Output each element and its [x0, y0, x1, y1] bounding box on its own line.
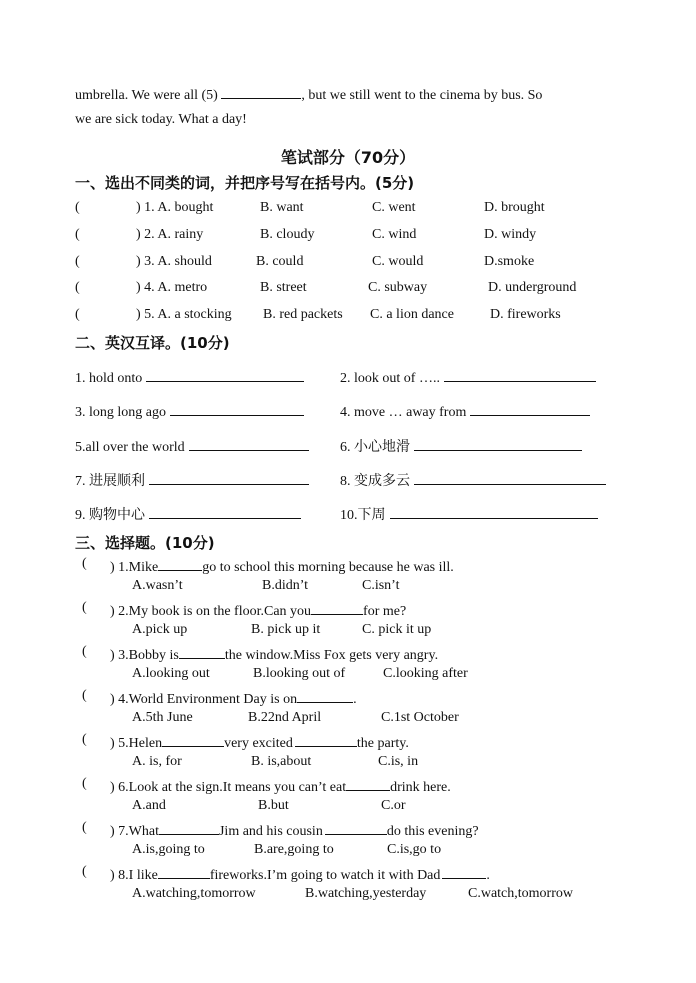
- choice-option: A.5th June: [132, 710, 193, 725]
- question-part: ) 6.Look at the sign.It means you can’t eat: [110, 780, 347, 795]
- translation-item: [75, 470, 309, 490]
- answer-blank[interactable]: [146, 367, 304, 382]
- question-text: [110, 688, 357, 708]
- question-part: ) 3.Bobby is: [110, 648, 179, 663]
- choice-option: A.pick up: [132, 622, 188, 637]
- question-text: [110, 556, 454, 576]
- question-part: ) 8.I like: [110, 868, 158, 883]
- answer-paren[interactable]: (: [75, 254, 80, 269]
- answer-paren[interactable]: (: [75, 200, 80, 215]
- choice-option: B.looking out of: [253, 666, 346, 681]
- translation-item: [340, 470, 606, 490]
- option-b: B. want: [260, 200, 304, 215]
- answer-paren[interactable]: (: [82, 776, 87, 791]
- choice-option: B. is,about: [251, 754, 312, 769]
- option-a: ) 4. A. metro: [136, 280, 208, 295]
- option-a: ) 1. A. bought: [136, 200, 214, 215]
- option-d: D. underground: [488, 280, 577, 295]
- question-part: do this evening?: [386, 824, 479, 839]
- option-c: C. would: [372, 254, 424, 269]
- translation-prompt: 7. 进展顺利: [75, 474, 145, 489]
- choice-option: C. pick it up: [362, 622, 432, 637]
- answer-blank[interactable]: [221, 84, 301, 99]
- choice-option: A.is,going to: [132, 842, 205, 857]
- translation-item: [340, 504, 598, 524]
- written-part-title: 笔试部分（70分）: [280, 148, 416, 167]
- intro-text: , but we still went to the cinema by bus. So: [301, 88, 543, 103]
- choice-option: C.is, in: [378, 754, 419, 769]
- answer-blank[interactable]: [179, 644, 225, 659]
- answer-blank[interactable]: [189, 436, 309, 451]
- question-part: .: [353, 692, 357, 707]
- translation-prompt: 9. 购物中心: [75, 508, 145, 523]
- translation-item: [340, 367, 596, 387]
- question-part: Jim and his cousin: [218, 824, 323, 839]
- choice-option: A.looking out: [132, 666, 210, 681]
- answer-blank[interactable]: [390, 504, 598, 519]
- answer-paren[interactable]: (: [75, 227, 80, 242]
- option-b: B. red packets: [263, 307, 343, 322]
- intro-text: umbrella. We were all (5): [75, 88, 218, 103]
- question-text: [110, 644, 438, 664]
- option-b: B. street: [260, 280, 307, 295]
- answer-blank[interactable]: [311, 600, 363, 615]
- answer-blank[interactable]: [149, 504, 301, 519]
- choice-option: B.didn’t: [262, 578, 309, 593]
- translation-item: [75, 367, 304, 387]
- answer-blank[interactable]: [346, 776, 390, 791]
- translation-item: [75, 401, 304, 421]
- option-b: B. could: [256, 254, 304, 269]
- translation-prompt: 4. move … away from: [340, 405, 467, 420]
- answer-blank[interactable]: [470, 401, 590, 416]
- answer-paren[interactable]: (: [75, 307, 80, 322]
- choice-option: A.and: [132, 798, 166, 813]
- translation-prompt: 5.all over the world: [75, 440, 185, 455]
- intro-line-1: [75, 84, 542, 105]
- option-a: ) 5. A. a stocking: [136, 307, 232, 322]
- answer-paren[interactable]: (: [82, 600, 87, 615]
- choice-option: C.looking after: [383, 666, 468, 681]
- answer-blank[interactable]: [162, 732, 224, 747]
- choice-option: B.watching,yesterday: [305, 886, 427, 901]
- choice-option: B.are,going to: [254, 842, 334, 857]
- choice-option: B.22nd April: [248, 710, 322, 725]
- question-part: very excited: [224, 736, 293, 751]
- question-part: the party.: [356, 736, 409, 751]
- option-d: D. windy: [484, 227, 537, 242]
- translation-item: [340, 401, 590, 421]
- question-part: the window.Miss Fox gets very angry.: [224, 648, 439, 663]
- choice-option: C.1st October: [381, 710, 459, 725]
- section1-heading: 一、选出不同类的词，并把序号写在括号内。(5分): [75, 174, 415, 192]
- translation-item: [75, 436, 309, 456]
- question-part: ) 1.Mike: [110, 560, 159, 575]
- option-d: D. brought: [484, 200, 545, 215]
- answer-blank[interactable]: [325, 820, 387, 835]
- choice-option: A.watching,tomorrow: [132, 886, 256, 901]
- choice-option: B.but: [258, 798, 289, 813]
- answer-paren[interactable]: (: [82, 556, 87, 571]
- option-c: C. subway: [368, 280, 428, 295]
- question-part: ) 7.What: [110, 824, 159, 839]
- choice-option: A.wasn’t: [132, 578, 183, 593]
- answer-blank[interactable]: [158, 864, 210, 879]
- choice-option: B. pick up it: [251, 622, 321, 637]
- choice-option: C.or: [381, 798, 406, 813]
- choice-option: C.isn’t: [362, 578, 400, 593]
- answer-blank[interactable]: [297, 688, 353, 703]
- choice-option: C.watch,tomorrow: [468, 886, 573, 901]
- answer-paren[interactable]: (: [75, 280, 80, 295]
- section2-heading: 二、英汉互译。(10分): [75, 334, 230, 352]
- question-part: ) 2.My book is on the floor.Can you: [110, 604, 312, 619]
- option-b: B. cloudy: [260, 227, 315, 242]
- translation-prompt: 1. hold onto: [75, 371, 143, 386]
- answer-blank[interactable]: [442, 864, 486, 879]
- answer-blank[interactable]: [158, 556, 202, 571]
- question-text: [110, 776, 451, 796]
- translation-item: [75, 504, 301, 524]
- answer-paren[interactable]: (: [82, 864, 87, 879]
- question-part: fireworks.I’m going to watch it with Dad: [209, 868, 441, 883]
- question-text: [110, 864, 490, 884]
- option-a: ) 2. A. rainy: [136, 227, 204, 242]
- translation-prompt: 2. look out of …..: [340, 371, 440, 386]
- answer-blank[interactable]: [444, 367, 596, 382]
- question-part: for me?: [363, 604, 407, 619]
- choice-option: A. is, for: [132, 754, 182, 769]
- option-d: D. fireworks: [490, 307, 561, 322]
- answer-paren[interactable]: (: [82, 732, 87, 747]
- question-part: .: [486, 868, 490, 883]
- option-c: C. a lion dance: [370, 307, 454, 322]
- option-d: D.smoke: [484, 254, 535, 269]
- answer-paren[interactable]: (: [82, 688, 87, 703]
- section3-heading: 三、选择题。(10分): [75, 534, 215, 552]
- question-text: [110, 600, 406, 620]
- question-text: [110, 732, 409, 752]
- answer-blank[interactable]: [295, 732, 357, 747]
- question-part: drink here.: [390, 780, 451, 795]
- option-c: C. wind: [372, 227, 417, 242]
- translation-item: [340, 436, 582, 456]
- answer-blank[interactable]: [170, 401, 304, 416]
- option-c: C. went: [372, 200, 416, 215]
- question-text: [110, 820, 479, 840]
- translation-prompt: 6. 小心地滑: [340, 440, 410, 455]
- translation-prompt: 8. 变成多云: [340, 474, 410, 489]
- answer-blank[interactable]: [159, 820, 219, 835]
- answer-blank[interactable]: [414, 470, 606, 485]
- option-a: ) 3. A. should: [136, 254, 212, 269]
- answer-paren[interactable]: (: [82, 644, 87, 659]
- answer-paren[interactable]: (: [82, 820, 87, 835]
- translation-prompt: 3. long long ago: [75, 405, 166, 420]
- question-part: go to school this morning because he was ill.: [202, 560, 454, 575]
- question-part: ) 5.Helen: [110, 736, 163, 751]
- question-part: ) 4.World Environment Day is on: [110, 692, 298, 707]
- translation-prompt: 10.下周: [340, 508, 386, 523]
- choice-option: C.is,go to: [387, 842, 442, 857]
- answer-blank[interactable]: [149, 470, 309, 485]
- intro-line-2: we are sick today. What a day!: [75, 112, 247, 127]
- answer-blank[interactable]: [414, 436, 582, 451]
